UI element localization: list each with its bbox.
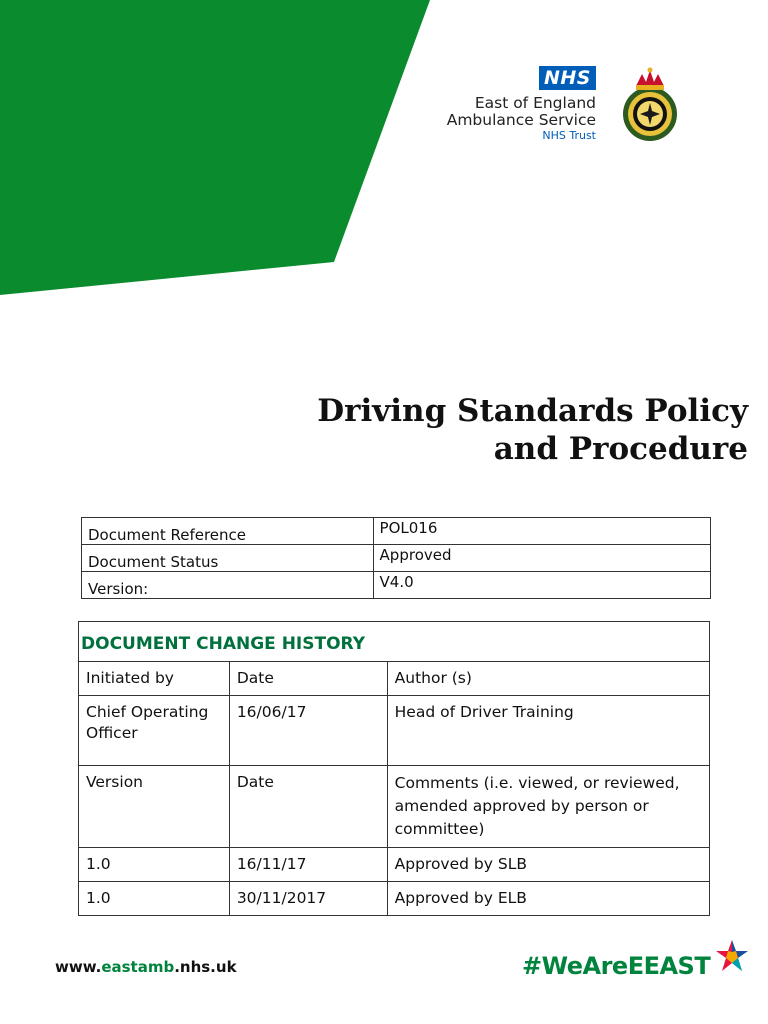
url-domain: eastamb bbox=[101, 958, 175, 976]
url-suffix: .nhs.uk bbox=[174, 958, 237, 976]
org-name-line2: Ambulance Service bbox=[446, 111, 596, 129]
table-header-cell: Initiated by bbox=[79, 662, 230, 696]
crest-icon bbox=[612, 66, 688, 144]
change-history-table bbox=[78, 621, 710, 916]
table-header-cell: Date bbox=[229, 766, 387, 848]
table-cell: Approved by SLB bbox=[387, 848, 709, 882]
table-cell: Head of Driver Training bbox=[387, 696, 709, 766]
table-header-cell: Version bbox=[79, 766, 230, 848]
table-row bbox=[79, 848, 710, 882]
org-name-line1: East of England bbox=[474, 94, 596, 112]
title-line1: Driving Standards Policy bbox=[317, 393, 748, 429]
table-cell: Approved by ELB bbox=[387, 882, 709, 916]
table-row bbox=[79, 766, 710, 848]
status-value: Approved bbox=[373, 545, 710, 572]
document-reference-table bbox=[81, 517, 711, 599]
table-cell: 16/11/17 bbox=[229, 848, 387, 882]
url-prefix: www. bbox=[55, 958, 102, 976]
table-row bbox=[79, 662, 710, 696]
table-header-cell: Comments (i.e. viewed, or reviewed, amended approved by person or committee) bbox=[387, 766, 709, 848]
org-logo bbox=[420, 66, 596, 142]
document-title bbox=[317, 392, 748, 468]
nhs-logo: NHS bbox=[539, 66, 596, 90]
green-header-shape bbox=[0, 0, 768, 300]
title-line2: and Procedure bbox=[493, 431, 748, 467]
footer-website-link[interactable] bbox=[55, 958, 237, 976]
reference-value: POL016 bbox=[373, 518, 710, 545]
status-label: Document Status bbox=[82, 545, 374, 572]
table-cell: Chief Operating Officer bbox=[79, 696, 230, 766]
table-row bbox=[79, 622, 710, 662]
table-row bbox=[82, 545, 711, 572]
table-cell: 30/11/2017 bbox=[229, 882, 387, 916]
table-cell: 16/06/17 bbox=[229, 696, 387, 766]
table-row bbox=[82, 572, 711, 599]
star-icon bbox=[714, 938, 750, 974]
change-history-heading: DOCUMENT CHANGE HISTORY bbox=[79, 622, 710, 662]
footer-hashtag: #WeAreEEAST bbox=[522, 952, 711, 980]
version-label: Version: bbox=[82, 572, 374, 599]
table-header-cell: Date bbox=[229, 662, 387, 696]
org-trust-label: NHS Trust bbox=[542, 129, 596, 142]
table-row bbox=[79, 882, 710, 916]
table-header-cell: Author (s) bbox=[387, 662, 709, 696]
table-row bbox=[82, 518, 711, 545]
version-value: V4.0 bbox=[373, 572, 710, 599]
reference-label: Document Reference bbox=[82, 518, 374, 545]
table-cell: 1.0 bbox=[79, 882, 230, 916]
table-cell: 1.0 bbox=[79, 848, 230, 882]
table-row bbox=[79, 696, 710, 766]
